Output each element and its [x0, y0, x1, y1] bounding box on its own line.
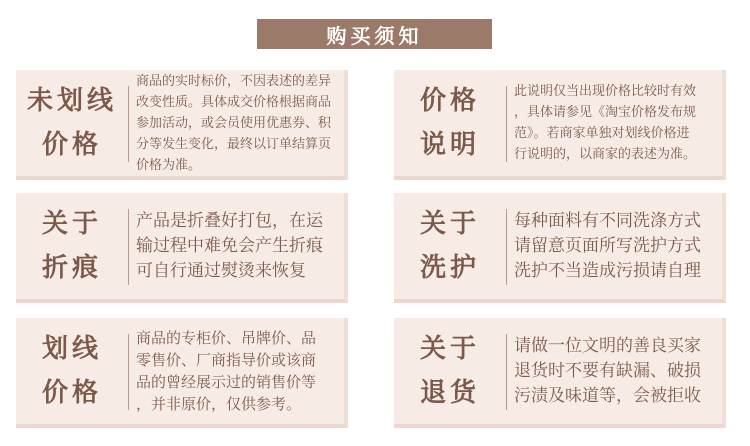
card-divider	[128, 334, 129, 410]
card-divider	[128, 209, 129, 285]
card-title-line1: 未划线	[26, 86, 117, 116]
card-title	[394, 318, 506, 424]
card-title-line2: 价格	[41, 130, 102, 160]
card-title-line1: 关于	[41, 209, 102, 239]
page-title: 购买须知	[257, 19, 492, 49]
card-description: 商品的专柜价、吊牌价、品 零售价、厂商指导价或该商 品的曾经展示过的销售价等 ，并非原价，仅供参考。	[136, 329, 317, 413]
card-washing-care	[394, 193, 726, 303]
card-title-line2: 洗护	[419, 253, 480, 283]
card-price-explanation	[394, 70, 726, 180]
card-description: 产品是折叠好打包，在运 输过程中难免会产生折痕 可自行通过熨烫来恢复	[136, 210, 323, 281]
card-returns	[394, 318, 726, 428]
card-unmarked-price	[16, 70, 348, 180]
card-strikethrough-price	[16, 318, 348, 428]
card-title	[394, 70, 506, 176]
card-title-line1: 关于	[419, 209, 480, 239]
card-description: 每种面料有不同洗涤方式 请留意页面所写洗护方式 洗护不当造成污损请自理	[514, 210, 701, 281]
card-title	[394, 193, 506, 299]
card-description: 商品的实时标价，不因表述的差异 改变性质。具体成交价格根据商品 参加活动，或会员使用优惠券、积 分等发生变化，最终以订单结算页 价格为准。	[136, 73, 332, 173]
card-divider	[506, 86, 507, 162]
card-creases	[16, 193, 348, 303]
card-divider	[506, 209, 507, 285]
card-description: 此说明仅当出现价格比较时有效 ，具体请参见《淘宝价格发布规 范》。若商家单独对划线价格进 行说明的，以商家的表述为准。	[514, 84, 697, 162]
card-title-line1: 价格	[419, 86, 480, 116]
card-title-line2: 退货	[419, 378, 480, 408]
card-divider	[506, 334, 507, 410]
card-title-line2: 折痕	[41, 253, 102, 283]
card-description: 请做一位文明的善良买家 退货时不要有缺漏、破损 污渍及味道等，会被拒收	[514, 335, 701, 406]
card-title-line1: 关于	[419, 334, 480, 364]
card-divider	[128, 86, 129, 162]
card-title	[16, 193, 128, 299]
card-title	[16, 318, 128, 424]
card-title-line1: 划线	[41, 334, 102, 364]
card-title	[16, 70, 128, 176]
card-title-line2: 价格	[41, 378, 102, 408]
card-title-line2: 说明	[419, 130, 480, 160]
